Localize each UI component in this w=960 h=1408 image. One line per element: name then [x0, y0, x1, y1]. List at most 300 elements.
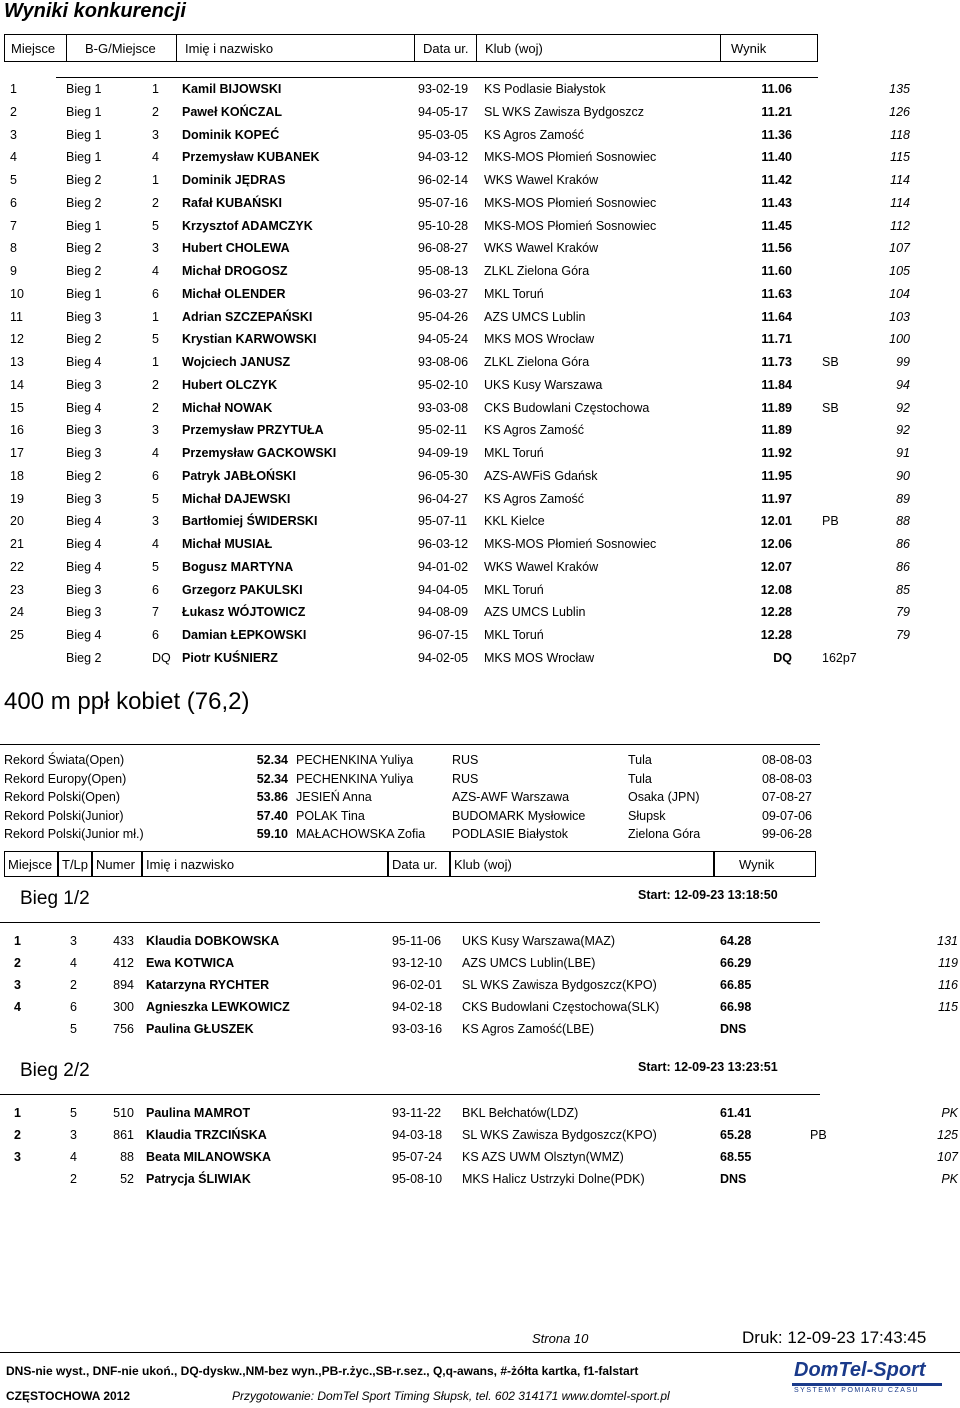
- heat-place-cell: 3: [152, 423, 159, 438]
- heat-cell: Bieg 3: [66, 491, 102, 506]
- header-divider: [176, 34, 177, 62]
- result-cell: 11.89: [761, 400, 792, 415]
- name-cell: Klaudia DOBKOWSKA: [146, 934, 280, 948]
- dob-cell: 94-04-05: [418, 582, 469, 597]
- result-cell: 11.73: [761, 355, 792, 369]
- club-cell: KKL Kielce: [484, 514, 545, 529]
- table-row: [0, 556, 960, 578]
- record-name: PECHENKINA Yuliya: [296, 753, 414, 767]
- dob-cell: 96-05-30: [418, 468, 469, 483]
- heat-row: [0, 1124, 960, 1146]
- header-divider: [66, 34, 67, 62]
- heat-2-rule: [0, 1094, 820, 1095]
- result-cell: 66.29: [720, 956, 752, 970]
- preparation-info: Przygotowanie: DomTel Sport Timing Słupsk, tel. 602 314171 www.domtel-sport.pl: [232, 1389, 670, 1403]
- points-cell: 92: [896, 400, 910, 415]
- record-name: JESIEŃ Anna: [296, 790, 372, 805]
- table-row: [0, 442, 960, 464]
- points-cell: 115: [890, 150, 910, 165]
- page-number: Strona 10: [532, 1331, 589, 1346]
- lane-cell: 4: [70, 956, 77, 970]
- points-cell: 107: [889, 241, 910, 256]
- heat-place-cell: 2: [152, 400, 159, 415]
- points-cell: 118: [890, 127, 910, 142]
- table-row: [0, 78, 960, 100]
- heat-place-cell: 3: [152, 514, 159, 529]
- club-cell: KS Agros Zamość: [484, 423, 585, 438]
- header-name: Imię i nazwisko: [185, 41, 274, 56]
- dob-cell: 93-03-08: [418, 400, 469, 415]
- heat-row: [0, 930, 960, 952]
- record-time: 59.10: [256, 827, 288, 842]
- heat-place-cell: 2: [152, 195, 159, 210]
- heat-cell: Bieg 4: [66, 355, 102, 369]
- heat-cell: Bieg 2: [66, 650, 102, 665]
- heat-place-cell: 5: [152, 491, 159, 506]
- place-cell: 19: [10, 491, 24, 506]
- club-cell: MKS MOS Wrocław: [484, 332, 595, 347]
- heat-cell: Bieg 2: [66, 332, 102, 347]
- heat-place-cell: 3: [152, 241, 159, 256]
- record-time: 52.34: [256, 771, 288, 786]
- header-heat-place: B-G/Miejsce: [85, 41, 156, 56]
- name-cell: Bartłomiej ŚWIDERSKI: [182, 514, 318, 529]
- club-cell: MKS-MOS Płomień Sosnowiec: [484, 218, 657, 233]
- bib-cell: 433: [113, 934, 134, 948]
- club-cell: WKS Wawel Kraków: [484, 173, 599, 187]
- club-cell: UKS Kusy Warszawa(MAZ): [462, 934, 616, 948]
- record-date: 09-07-06: [761, 808, 812, 823]
- header-club: [450, 851, 714, 877]
- name-cell: Wojciech JANUSZ: [182, 355, 291, 369]
- heat-place-cell: 5: [152, 559, 159, 574]
- place-cell: 4: [10, 150, 17, 165]
- heat-row: [0, 1146, 960, 1168]
- place-cell: 1: [14, 934, 21, 948]
- bib-cell: 412: [113, 956, 134, 970]
- note-cell: 162p7: [822, 650, 857, 665]
- table-row: [0, 146, 960, 168]
- name-cell: Patrycja ŚLIWIAK: [146, 1172, 251, 1186]
- club-cell: MKL Toruń: [484, 446, 544, 460]
- dob-cell: 96-04-27: [418, 491, 469, 506]
- result-cell: 11.40: [761, 150, 792, 165]
- result-cell: DNS: [720, 1172, 747, 1186]
- heat-results-header: [4, 851, 816, 877]
- heat-row: [0, 952, 960, 974]
- name-cell: Michał DAJEWSKI: [182, 491, 291, 506]
- name-cell: Bogusz MARTYNA: [182, 559, 294, 574]
- result-cell: 12.28: [760, 605, 792, 620]
- place-cell: 16: [10, 423, 24, 438]
- record-club: PODLASIE Białystok: [452, 827, 569, 842]
- heat-cell: Bieg 2: [66, 264, 102, 278]
- place-cell: 17: [10, 446, 24, 460]
- name-cell: Patryk JABŁOŃSKI: [182, 468, 296, 483]
- club-cell: KS Podlasie Białystok: [484, 82, 606, 96]
- dob-cell: 96-03-27: [418, 286, 469, 301]
- header-club-label: Klub (woj): [454, 857, 512, 872]
- heat-row: [0, 996, 960, 1018]
- record-label: Rekord Polski(Junior mł.): [4, 827, 144, 842]
- name-cell: Agnieszka LEWKOWICZ: [146, 1000, 290, 1014]
- heat-place-cell: 4: [152, 150, 159, 165]
- header-divider: [476, 34, 477, 62]
- result-cell: 66.98: [720, 1000, 752, 1014]
- header-dob: Data ur.: [423, 41, 469, 56]
- table-row: [0, 237, 960, 259]
- name-cell: Katarzyna RYCHTER: [146, 978, 270, 992]
- dob-cell: 94-05-17: [418, 104, 469, 119]
- place-cell: 4: [14, 1000, 21, 1014]
- bib-cell: 510: [113, 1106, 134, 1120]
- record-label: Rekord Polski(Open): [4, 790, 121, 805]
- heat-place-cell: 1: [152, 309, 159, 324]
- dob-cell: 93-03-16: [392, 1022, 443, 1036]
- record-label: Rekord Polski(Junior): [4, 808, 124, 823]
- record-time: 53.86: [256, 790, 288, 805]
- heat-cell: Bieg 1: [66, 286, 102, 301]
- heat-place-cell: 6: [152, 468, 159, 483]
- dob-cell: 93-02-19: [418, 82, 469, 96]
- record-name: MAŁACHOWSKA Zofia: [296, 827, 426, 842]
- place-cell: 3: [14, 1150, 21, 1164]
- club-cell: KS Agros Zamość(LBE): [462, 1022, 594, 1036]
- lane-cell: 4: [70, 1150, 77, 1164]
- record-row: [0, 770, 960, 789]
- dob-cell: 95-07-11: [418, 514, 468, 529]
- record-row: [0, 825, 960, 844]
- result-cell: 11.36: [761, 127, 792, 142]
- name-cell: Paweł KOŃCZAL: [182, 104, 283, 119]
- table-row: [0, 260, 960, 282]
- record-row: [0, 807, 960, 826]
- name-cell: Paulina GŁUSZEK: [146, 1022, 254, 1036]
- name-cell: Beata MILANOWSKA: [146, 1150, 272, 1164]
- table-row: [0, 215, 960, 237]
- result-cell: 68.55: [720, 1150, 752, 1164]
- lane-cell: 3: [70, 1128, 77, 1142]
- header-club: Klub (woj): [485, 41, 543, 56]
- heat-2-title: Bieg 2/2: [20, 1060, 90, 1081]
- club-cell: MKS-MOS Płomień Sosnowiec: [484, 195, 657, 210]
- result-cell: 11.84: [761, 377, 792, 392]
- name-cell: Kamil BIJOWSKI: [182, 82, 282, 96]
- points-cell: 104: [889, 286, 910, 301]
- points-cell: 91: [896, 446, 910, 460]
- result-cell: 11.42: [761, 173, 792, 187]
- bib-cell: 861: [113, 1128, 134, 1142]
- domtel-logo: [770, 1357, 950, 1397]
- place-cell: 22: [10, 559, 24, 574]
- header-place: Miejsce: [11, 41, 56, 56]
- bib-cell: 756: [113, 1022, 134, 1036]
- result-cell: 12.07: [760, 559, 792, 574]
- dob-cell: 94-02-05: [418, 650, 469, 665]
- club-cell: KS AZS UWM Olsztyn(WMZ): [462, 1150, 624, 1164]
- result-cell: 11.06: [761, 82, 792, 96]
- name-cell: Łukasz WÓJTOWICZ: [182, 605, 306, 620]
- dob-cell: 95-02-10: [418, 377, 469, 392]
- heat-place-cell: 6: [152, 628, 159, 642]
- place-cell: 21: [10, 537, 24, 551]
- club-cell: ZLKL Zielona Góra: [484, 264, 590, 278]
- club-cell: WKS Wawel Kraków: [484, 241, 599, 256]
- record-date: 07-08-27: [761, 790, 812, 805]
- name-cell: Paulina MAMROT: [146, 1106, 251, 1120]
- points-cell: 114: [890, 173, 910, 187]
- points-cell: 125: [937, 1128, 958, 1142]
- table-row: [0, 579, 960, 601]
- event-city: CZĘSTOCHOWA 2012: [6, 1389, 131, 1403]
- result-cell: 11.97: [761, 491, 792, 506]
- record-label: Rekord Europy(Open): [4, 771, 127, 786]
- points-cell: 79: [896, 605, 910, 620]
- dob-cell: 94-05-24: [418, 332, 469, 347]
- heat-cell: Bieg 3: [66, 582, 102, 597]
- heat-place-cell: 1: [152, 355, 159, 369]
- result-cell: 11.45: [761, 218, 792, 233]
- dob-cell: 93-12-10: [392, 956, 443, 970]
- heat-cell: Bieg 4: [66, 628, 102, 642]
- name-cell: Adrian SZCZEPAŃSKI: [182, 309, 313, 324]
- points-cell: 92: [896, 423, 910, 438]
- heat-cell: Bieg 1: [66, 104, 102, 119]
- dob-cell: 95-02-11: [418, 423, 468, 438]
- bib-cell: 52: [120, 1172, 134, 1186]
- header-result-label: Wynik: [739, 857, 775, 872]
- points-cell: 116: [938, 978, 958, 992]
- place-cell: 15: [10, 400, 24, 415]
- club-cell: MKL Toruń: [484, 628, 544, 642]
- record-name: PECHENKINA Yuliya: [296, 771, 414, 786]
- heat-place-cell: 2: [152, 377, 159, 392]
- table-row: [0, 169, 960, 191]
- place-cell: 7: [10, 218, 17, 233]
- place-cell: 2: [14, 956, 21, 970]
- heat-place-cell: 3: [152, 127, 159, 142]
- name-cell: Przemysław GACKOWSKI: [182, 446, 337, 460]
- dob-cell: 93-11-22: [392, 1106, 442, 1120]
- table-row: [0, 647, 960, 669]
- heat-cell: Bieg 2: [66, 241, 102, 256]
- dob-cell: 95-11-06: [392, 934, 442, 948]
- club-cell: SL WKS Zawisza Bydgoszcz(KPO): [462, 1128, 657, 1142]
- name-cell: Michał OLENDER: [182, 286, 286, 301]
- header-lane: [58, 851, 92, 877]
- heat-place-cell: 1: [152, 173, 159, 187]
- place-cell: 25: [10, 628, 24, 642]
- header-dob: [388, 851, 450, 877]
- points-cell: 135: [889, 82, 910, 96]
- heat-cell: Bieg 3: [66, 446, 102, 460]
- header-name: [142, 851, 388, 877]
- name-cell: Krzysztof ADAMCZYK: [182, 218, 313, 233]
- result-cell: 11.43: [761, 195, 792, 210]
- header-divider: [720, 34, 721, 62]
- club-cell: BKL Bełchatów(LDZ): [462, 1106, 579, 1120]
- points-cell: PK: [941, 1106, 958, 1120]
- points-cell: 115: [938, 1000, 958, 1014]
- points-cell: 126: [889, 104, 910, 119]
- place-cell: 5: [10, 173, 17, 187]
- club-cell: MKS-MOS Płomień Sosnowiec: [484, 150, 657, 165]
- heat-cell: Bieg 3: [66, 605, 102, 620]
- result-cell: DNS: [720, 1022, 747, 1036]
- result-cell: 11.60: [761, 264, 792, 278]
- record-club: AZS-AWF Warszawa: [452, 790, 570, 805]
- points-cell: 85: [896, 582, 910, 597]
- club-cell: SL WKS Zawisza Bydgoszcz(KPO): [462, 978, 657, 992]
- result-cell: 12.06: [760, 537, 792, 551]
- section-rule: [0, 744, 820, 745]
- place-cell: 13: [10, 355, 24, 369]
- dob-cell: 96-07-15: [418, 628, 469, 642]
- header-bib: [92, 851, 142, 877]
- result-cell: 11.89: [761, 423, 792, 438]
- heat-place-cell: 5: [152, 218, 159, 233]
- place-cell: 18: [10, 468, 24, 483]
- bib-cell: 894: [113, 978, 134, 992]
- result-cell: 11.71: [761, 332, 792, 347]
- result-cell: 11.95: [761, 468, 792, 483]
- heat-place-cell: 6: [152, 286, 159, 301]
- heat-cell: Bieg 2: [66, 468, 102, 483]
- header-bib-label: Numer: [96, 857, 136, 872]
- dob-cell: 95-03-05: [418, 127, 469, 142]
- header-lane-label: T/Lp: [62, 857, 89, 872]
- heat-2-start: Start: 12-09-23 13:23:51: [638, 1060, 778, 1074]
- heat-cell: Bieg 3: [66, 423, 102, 438]
- heat-place-cell: 4: [152, 446, 159, 460]
- lane-cell: 5: [70, 1106, 77, 1120]
- points-cell: 105: [889, 264, 910, 278]
- dob-cell: 96-02-14: [418, 173, 469, 187]
- dob-cell: 94-01-02: [418, 559, 469, 574]
- table-row: [0, 533, 960, 555]
- name-cell: Dominik KOPEĆ: [182, 127, 280, 142]
- heat-cell: Bieg 4: [66, 514, 102, 529]
- table-row: [0, 124, 960, 146]
- name-cell: Dominik JĘDRAS: [182, 173, 286, 187]
- heat-cell: Bieg 4: [66, 537, 102, 551]
- record-place: Osaka (JPN): [628, 790, 700, 805]
- record-name: POLAK Tina: [296, 808, 365, 823]
- result-cell: 66.85: [720, 978, 752, 992]
- lane-cell: 2: [70, 1172, 77, 1186]
- result-cell: 61.41: [720, 1106, 752, 1120]
- heat-place-cell: DQ: [152, 650, 171, 665]
- note-cell: SB: [822, 355, 839, 369]
- club-cell: ZLKL Zielona Góra: [484, 355, 590, 369]
- points-cell: PK: [941, 1172, 958, 1186]
- name-cell: Hubert CHOLEWA: [182, 241, 290, 256]
- name-cell: Piotr KUŚNIERZ: [182, 650, 278, 665]
- header-divider: [414, 34, 415, 62]
- place-cell: 9: [10, 264, 17, 278]
- heat-cell: Bieg 1: [66, 127, 102, 142]
- heat-1-title: Bieg 1/2: [20, 888, 90, 909]
- heat-row: [0, 1018, 960, 1040]
- heat-place-cell: 6: [152, 582, 159, 597]
- heat-place-cell: 1: [152, 82, 159, 96]
- place-cell: 1: [10, 82, 17, 96]
- result-cell: 11.21: [761, 104, 792, 119]
- lane-cell: 2: [70, 978, 77, 992]
- header-place-label: Miejsce: [8, 857, 53, 872]
- name-cell: Hubert OLCZYK: [182, 377, 278, 392]
- dob-cell: 93-08-06: [418, 355, 469, 369]
- dob-cell: 95-08-13: [418, 264, 469, 278]
- heat-1-start: Start: 12-09-23 13:18:50: [638, 888, 778, 902]
- heat-cell: Bieg 1: [66, 150, 102, 165]
- name-cell: Przemysław PRZYTUŁA: [182, 423, 324, 438]
- result-cell: 12.01: [760, 514, 792, 529]
- name-cell: Przemysław KUBANEK: [182, 150, 320, 165]
- logo-text: DomTel-Sport: [794, 1359, 926, 1381]
- table-row: [0, 351, 960, 373]
- note-cell: PB: [810, 1128, 827, 1142]
- club-cell: AZS UMCS Lublin: [484, 309, 586, 324]
- dob-cell: 96-08-27: [418, 241, 469, 256]
- result-cell: 11.63: [761, 286, 792, 301]
- table-row: [0, 192, 960, 214]
- table-row: [0, 306, 960, 328]
- place-cell: 3: [14, 978, 21, 992]
- heat-row: [0, 1168, 960, 1190]
- print-timestamp: Druk: 12-09-23 17:43:45: [742, 1328, 927, 1347]
- dob-cell: 94-03-18: [392, 1128, 443, 1142]
- lane-cell: 3: [70, 934, 77, 948]
- club-cell: KS Agros Zamość: [484, 127, 585, 142]
- table-row: [0, 397, 960, 419]
- table-row: [0, 374, 960, 396]
- record-club: RUS: [452, 771, 479, 786]
- points-cell: 90: [896, 468, 910, 483]
- dob-cell: 94-09-19: [418, 446, 469, 460]
- lane-cell: 6: [70, 1000, 77, 1014]
- name-cell: Grzegorz PAKULSKI: [182, 582, 303, 597]
- footer-rule: [0, 1352, 960, 1353]
- points-cell: 100: [889, 332, 910, 347]
- points-cell: 131: [937, 934, 958, 948]
- results-header: [4, 34, 818, 62]
- table-row: [0, 101, 960, 123]
- place-cell: 23: [10, 582, 24, 597]
- table-row: [0, 488, 960, 510]
- page-title: Wyniki konkurencji: [4, 0, 186, 22]
- name-cell: Klaudia TRZCIŃSKA: [146, 1128, 267, 1142]
- dob-cell: 94-08-09: [418, 605, 469, 620]
- result-cell: 11.64: [761, 309, 792, 324]
- result-cell: 12.28: [760, 628, 792, 642]
- club-cell: KS Agros Zamość: [484, 491, 585, 506]
- place-cell: 10: [10, 286, 24, 301]
- table-row: [0, 601, 960, 623]
- club-cell: AZS-AWFiS Gdańsk: [484, 468, 598, 483]
- note-cell: PB: [822, 514, 839, 529]
- name-cell: Michał NOWAK: [182, 400, 273, 415]
- points-cell: 112: [890, 218, 910, 233]
- record-place: Zielona Góra: [628, 827, 701, 842]
- record-date: 08-08-03: [761, 771, 812, 786]
- record-date: 08-08-03: [761, 753, 812, 767]
- place-cell: 2: [14, 1128, 21, 1142]
- event-title: 400 m ppł kobiet (76,2): [4, 688, 250, 715]
- points-cell: 88: [896, 514, 910, 529]
- abbreviations-legend: DNS-nie wyst., DNF-nie ukoń., DQ-dyskw.,NM-bez wyn.,PB-r.życ.,SB-r.sez., Q,q-awans, #-żółta kartka, f1-falstart: [6, 1364, 639, 1378]
- record-date: 99-06-28: [761, 827, 812, 842]
